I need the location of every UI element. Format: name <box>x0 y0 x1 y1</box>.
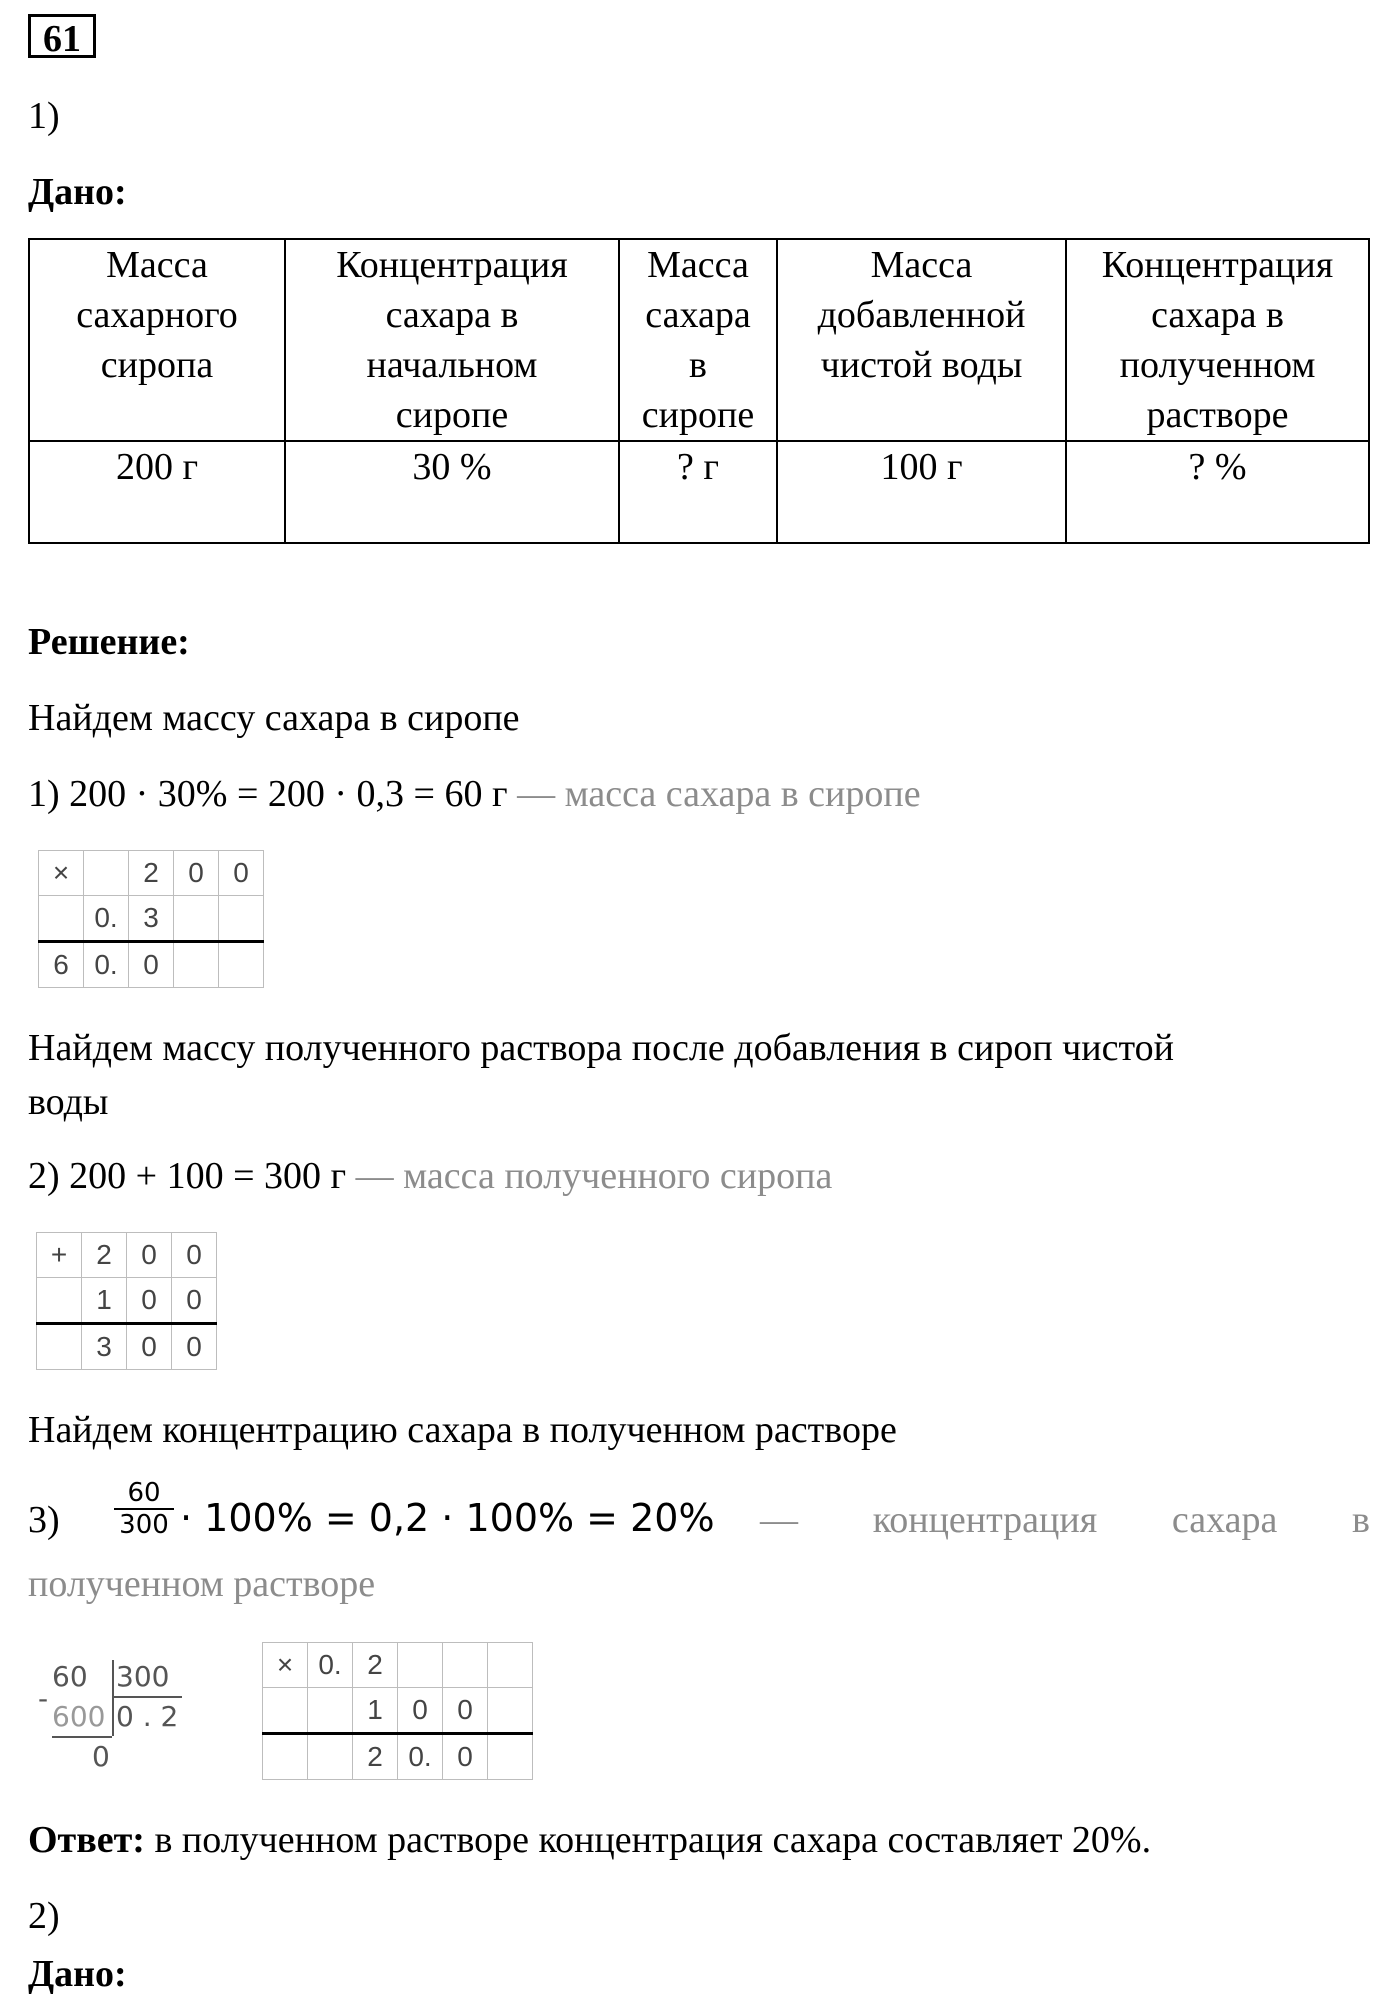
grid-cell: 0 <box>172 1278 217 1324</box>
step3-fraction <box>114 1478 174 1540</box>
grid-cell <box>398 1643 443 1688</box>
grid-cell: 0 <box>129 942 174 988</box>
step1-note: — масса сахара в сиропе <box>507 773 921 815</box>
grid-cell: 2 <box>353 1734 398 1780</box>
grid-cell <box>308 1734 353 1780</box>
solution-title: Решение: <box>28 621 190 663</box>
grid-cell: + <box>37 1233 82 1278</box>
header-water-mass <box>777 239 1066 441</box>
value-sugar-mass: ? г <box>619 441 777 543</box>
division-dividend: 60 <box>52 1660 88 1693</box>
grid-cell: × <box>39 851 84 896</box>
grid-cell <box>443 1643 488 1688</box>
grid-cell <box>39 896 84 942</box>
division-underline <box>52 1736 112 1738</box>
header-initial-concentration <box>285 239 619 441</box>
grid-row <box>39 896 264 942</box>
grid-cell <box>488 1734 533 1780</box>
grid-cell: 0. <box>308 1643 353 1688</box>
header-line: сиропа <box>100 344 214 386</box>
header-line: сахара <box>645 294 751 336</box>
grid-cell: 0 <box>172 1324 217 1370</box>
fraction-denominator: 300 <box>114 1508 174 1540</box>
step3-note-line2: полученном растворе <box>28 1563 376 1605</box>
grid-row <box>37 1324 217 1370</box>
multiplication-grid-1 <box>38 850 264 988</box>
grid-row <box>263 1643 533 1688</box>
step3-intro: Найдем концентрацию сахара в полученном растворе <box>28 1409 897 1451</box>
header-line: сиропе <box>395 394 509 436</box>
grid-cell: 2 <box>129 851 174 896</box>
header-line: Концентрация <box>336 244 568 286</box>
header-line: в <box>689 344 707 386</box>
multiplication-grid-2 <box>262 1642 533 1780</box>
step3-note-line1: — концентрация сахара в <box>760 1499 1370 1541</box>
grid-row <box>39 851 264 896</box>
grid-cell: 0 <box>127 1278 172 1324</box>
grid-cell: 1 <box>82 1278 127 1324</box>
grid-cell <box>84 851 129 896</box>
header-line: сахара в <box>1151 294 1284 336</box>
header-line: полученном <box>1119 344 1316 386</box>
value-initial-concentration: 30 % <box>285 441 619 543</box>
grid-row <box>39 942 264 988</box>
header-line: чистой воды <box>820 344 1023 386</box>
division-remainder: 0 <box>92 1740 110 1773</box>
grid-cell: 0 <box>172 1233 217 1278</box>
division-bar-vertical <box>112 1660 114 1736</box>
grid-cell <box>37 1324 82 1370</box>
header-line: Концентрация <box>1101 244 1334 286</box>
given-table <box>28 238 1370 544</box>
grid-row <box>37 1233 217 1278</box>
division-quotient: 0 . 2 <box>116 1700 179 1733</box>
grid-cell: 0 <box>443 1734 488 1780</box>
header-syrup-mass <box>29 239 285 441</box>
grid-cell: × <box>263 1643 308 1688</box>
division-bar-horizontal <box>114 1696 182 1698</box>
grid-row <box>263 1688 533 1734</box>
part2-given-title: Дано: <box>28 1953 127 1995</box>
grid-cell: 0 <box>219 851 264 896</box>
step3-expression: · 100% = 0,2 · 100% = 20% <box>180 1496 715 1540</box>
header-line: растворе <box>1146 394 1289 436</box>
answer-line <box>28 1816 1151 1864</box>
value-water-mass: 100 г <box>777 441 1066 543</box>
division-subtrahend: 600 <box>52 1700 106 1733</box>
value-final-concentration: ? % <box>1066 441 1369 543</box>
grid-cell: 6 <box>39 942 84 988</box>
step2-expression: 2) 200 + 100 = 300 г <box>28 1155 347 1197</box>
division-divisor: 300 <box>116 1660 170 1693</box>
division-minus: - <box>38 1682 49 1715</box>
grid-cell: 0 <box>127 1233 172 1278</box>
addition-grid <box>36 1232 217 1370</box>
fraction-numerator: 60 <box>127 1478 161 1508</box>
grid-cell: 0. <box>84 942 129 988</box>
grid-cell: 1 <box>353 1688 398 1734</box>
step2-note: — масса полученного сиропа <box>346 1155 833 1197</box>
answer-label: Ответ: <box>28 1819 145 1861</box>
grid-row <box>263 1734 533 1780</box>
header-line: сиропе <box>641 394 755 436</box>
header-line: сахара в <box>385 294 519 336</box>
part1-label: 1) <box>28 95 60 137</box>
grid-cell <box>219 896 264 942</box>
grid-cell <box>488 1643 533 1688</box>
grid-cell: 0 <box>127 1324 172 1370</box>
grid-cell: 0. <box>84 896 129 942</box>
grid-cell <box>219 942 264 988</box>
grid-cell <box>308 1688 353 1734</box>
grid-cell <box>488 1688 533 1734</box>
grid-cell: 3 <box>129 896 174 942</box>
step1-expression: 1) 200 · 30% = 200 · 0,3 = 60 г <box>28 773 508 815</box>
grid-cell: 2 <box>353 1643 398 1688</box>
header-sugar-mass <box>619 239 777 441</box>
grid-cell: 2 <box>82 1233 127 1278</box>
header-line: начальном <box>366 344 538 386</box>
step1-line <box>28 770 921 818</box>
long-division <box>38 1660 188 1780</box>
header-line: Масса <box>647 244 749 286</box>
grid-cell <box>174 942 219 988</box>
step2-intro-line2: воды <box>28 1081 109 1123</box>
value-syrup-mass: 200 г <box>29 441 285 543</box>
grid-cell: 0 <box>443 1688 488 1734</box>
grid-cell <box>263 1688 308 1734</box>
grid-cell <box>174 896 219 942</box>
given-table-values-row <box>29 441 1369 543</box>
header-line: Масса <box>106 244 208 286</box>
grid-cell: 0. <box>398 1734 443 1780</box>
given-table-header-row <box>29 239 1369 441</box>
answer-text: в полученном растворе концентрация сахара составляет 20%. <box>144 1819 1152 1861</box>
grid-cell <box>263 1734 308 1780</box>
header-line: Масса <box>870 244 973 286</box>
grid-cell: 3 <box>82 1324 127 1370</box>
header-line: сахарного <box>76 294 238 336</box>
grid-cell <box>37 1278 82 1324</box>
task-number: 61 <box>28 14 96 58</box>
step2-line <box>28 1152 832 1200</box>
step2-intro-line1: Найдем массу полученного раствора после добавления в сироп чистой <box>28 1027 1174 1069</box>
part2-label: 2) <box>28 1895 60 1937</box>
grid-cell: 0 <box>398 1688 443 1734</box>
header-line: добавленной <box>817 294 1026 336</box>
grid-cell: 0 <box>174 851 219 896</box>
grid-row <box>37 1278 217 1324</box>
step1-intro: Найдем массу сахара в сиропе <box>28 697 520 739</box>
step3-label: 3) <box>28 1499 60 1541</box>
header-final-concentration <box>1066 239 1369 441</box>
given-title: Дано: <box>28 171 127 213</box>
